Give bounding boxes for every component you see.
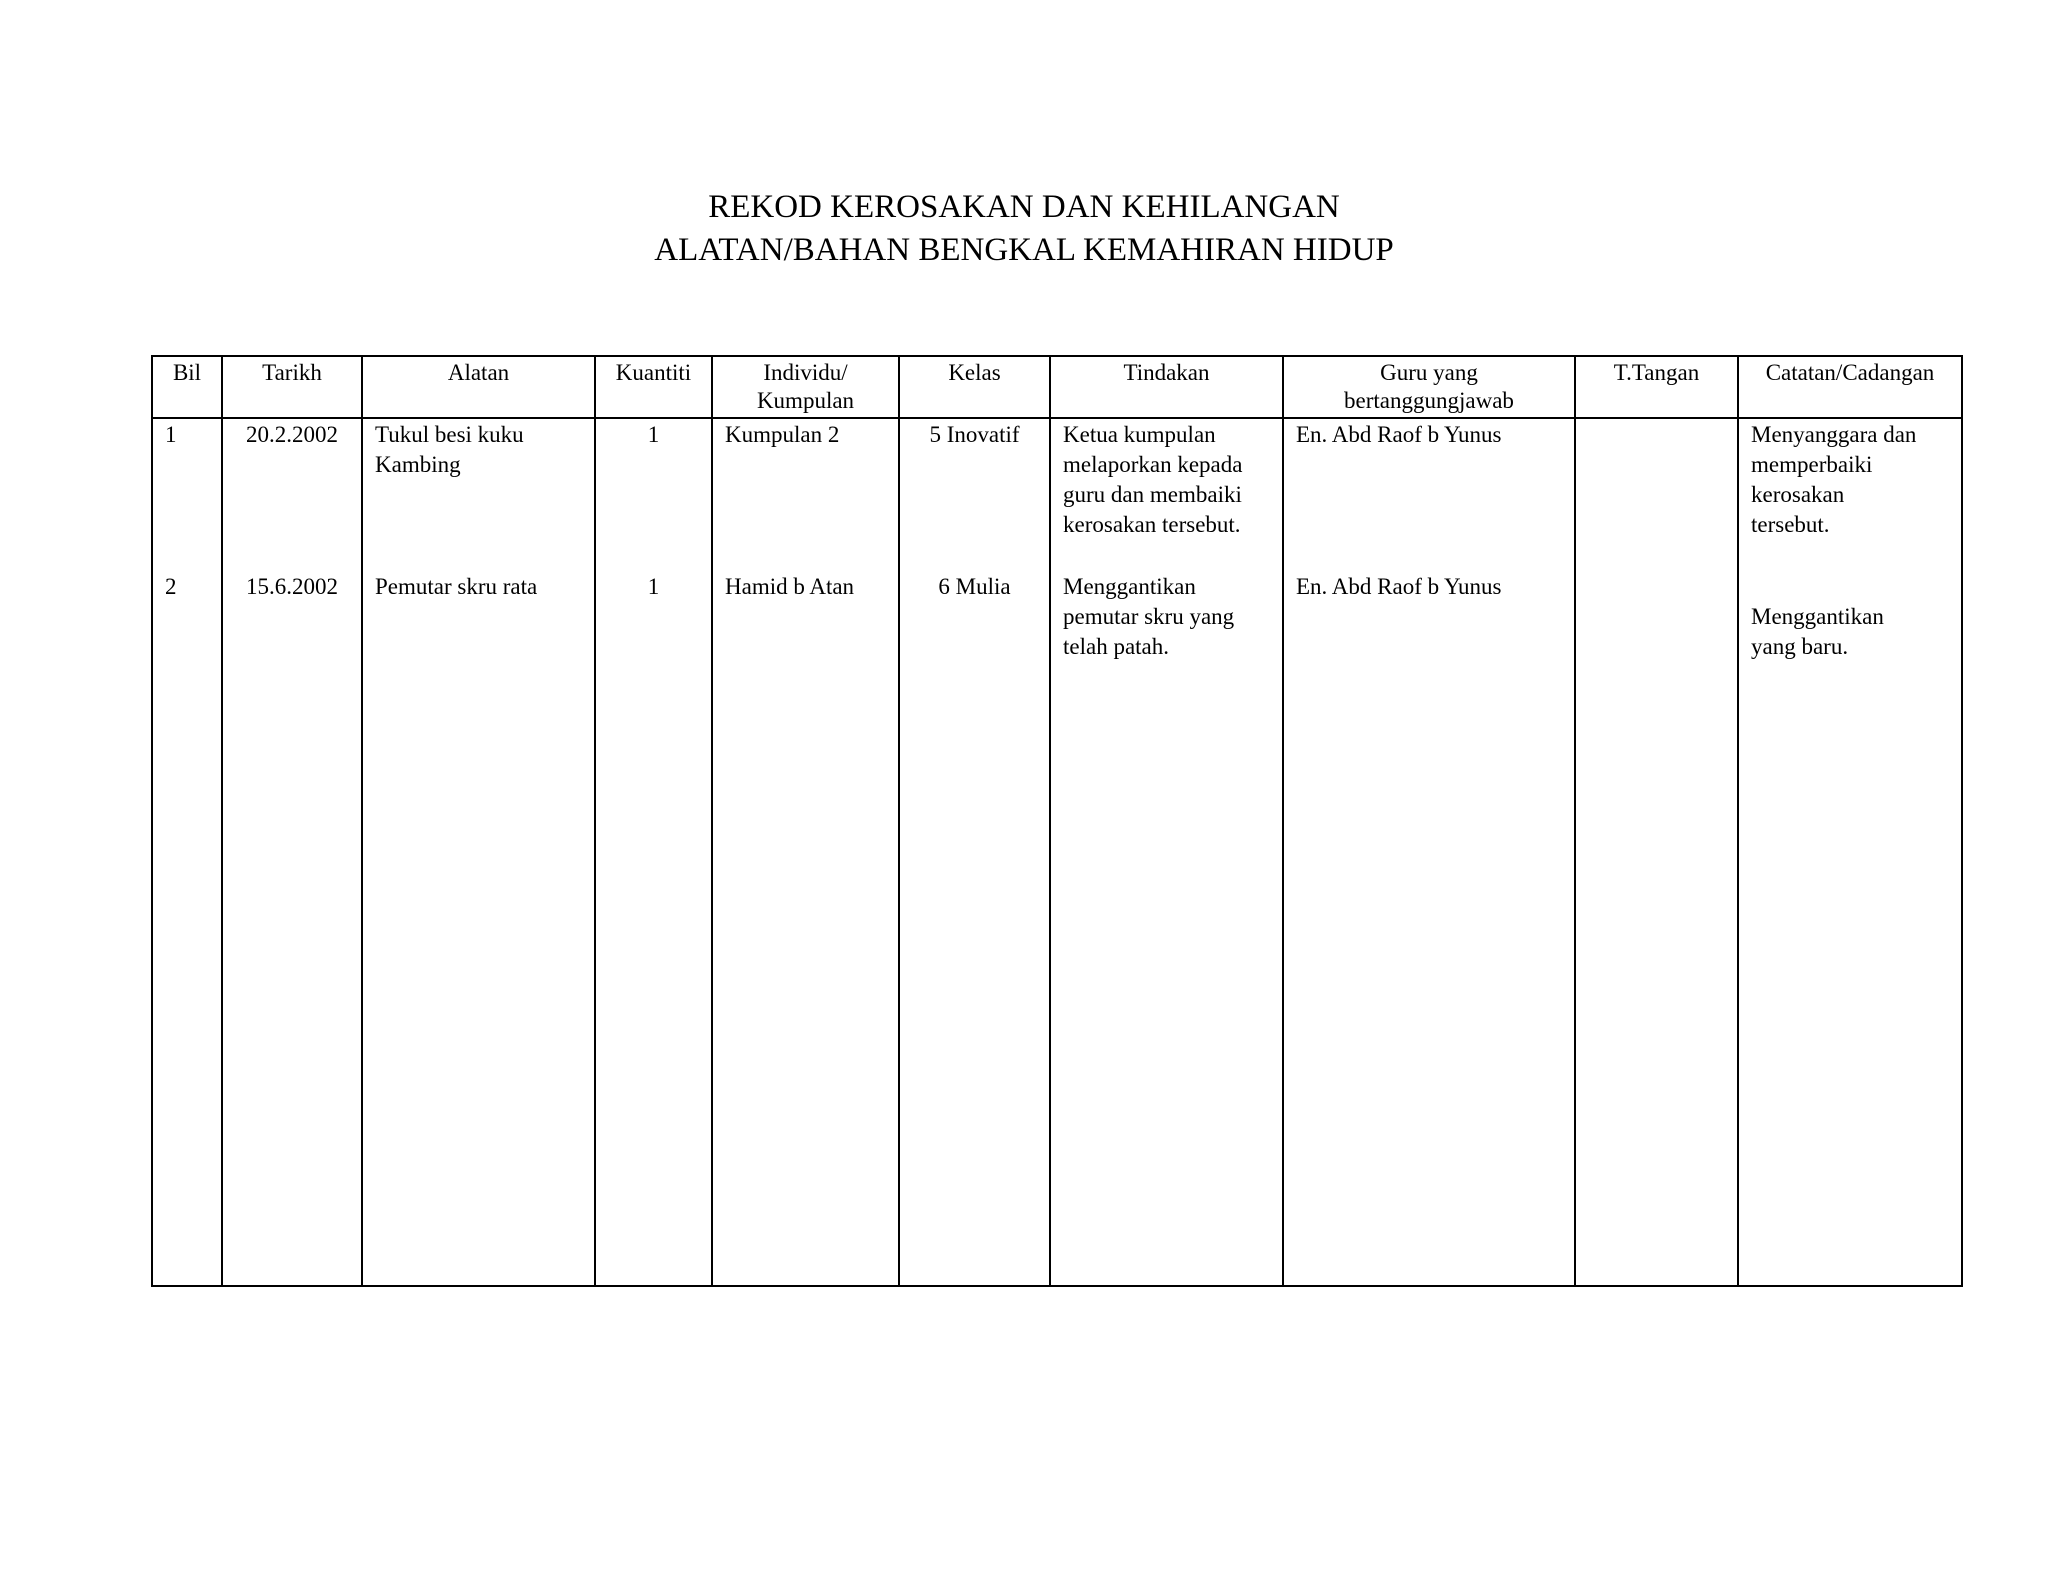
table-row: [152, 418, 1962, 571]
title-line-2: ALATAN/BAHAN BENGKAL KEMAHIRAN HIDUP: [654, 232, 1394, 268]
cell-bil: 1: [152, 418, 222, 571]
cell-alatan: [362, 571, 595, 1286]
cell-guru: En. Abd Raof b Yunus: [1283, 571, 1575, 1286]
cell-individu: Kumpulan 2: [712, 418, 899, 571]
cell-tindakan: [1050, 571, 1283, 1286]
cell-tindakan-line: pemutar skru yang: [1063, 603, 1235, 629]
cell-spacer: [1751, 572, 1949, 602]
header-tarikh: Tarikh: [222, 356, 362, 418]
header-alatan: Alatan: [362, 356, 595, 418]
cell-kelas: 6 Mulia: [899, 571, 1050, 1286]
header-individu-kumpulan: [712, 356, 899, 418]
cell-catatan-line: Menyanggara dan: [1751, 422, 1917, 447]
cell-kuantiti: 1: [595, 571, 712, 1286]
header-guru: [1283, 356, 1575, 418]
cell-alatan-line: Tukul besi kuku: [375, 422, 524, 447]
header-kuantiti: Kuantiti: [595, 356, 712, 418]
header-catatan: Catatan/Cadangan: [1738, 356, 1962, 418]
cell-ttangan: [1575, 571, 1738, 1286]
cell-catatan-line: memperbaiki: [1751, 452, 1873, 477]
header-guru-line1: Guru yang: [1380, 360, 1478, 385]
cell-catatan-line: kerosakan: [1751, 482, 1845, 507]
cell-tindakan-line: kerosakan tersebut.: [1063, 512, 1241, 537]
cell-alatan-line: Kambing: [375, 452, 461, 477]
header-individu-line1: Individu/: [763, 360, 848, 385]
cell-catatan: [1738, 571, 1962, 1286]
cell-ttangan: [1575, 418, 1738, 571]
table-row: [152, 571, 1962, 1286]
cell-tarikh: 15.6.2002: [222, 571, 362, 1286]
table-body: [152, 418, 1962, 1286]
cell-tindakan-line: Ketua kumpulan: [1063, 422, 1216, 447]
header-tindakan: Tindakan: [1050, 356, 1283, 418]
table-header: [152, 356, 1962, 418]
cell-alatan-line: Pemutar skru rata: [375, 573, 538, 599]
header-individu-line2: Kumpulan: [756, 388, 855, 413]
cell-catatan-line: yang baru.: [1751, 633, 1849, 659]
header-ttangan: T.Tangan: [1575, 356, 1738, 418]
document-title: [0, 186, 2048, 272]
cell-tarikh: 20.2.2002: [222, 418, 362, 571]
header-row: [152, 356, 1962, 418]
cell-kuantiti: 1: [595, 418, 712, 571]
cell-tindakan: [1050, 418, 1283, 571]
cell-catatan-line: Menggantikan: [1751, 603, 1884, 629]
cell-tindakan-line: telah patah.: [1063, 633, 1170, 659]
header-bil: Bil: [152, 356, 222, 418]
cell-tindakan-line: melaporkan kepada: [1063, 452, 1243, 477]
title-line-1: REKOD KEROSAKAN DAN KEHILANGAN: [708, 189, 1340, 225]
cell-guru: En. Abd Raof b Yunus: [1283, 418, 1575, 571]
header-guru-line2: bertanggungjawab: [1344, 388, 1514, 413]
cell-tindakan-line: Menggantikan: [1063, 573, 1196, 599]
cell-catatan: [1738, 418, 1962, 571]
cell-kelas: 5 Inovatif: [899, 418, 1050, 571]
cell-catatan-line: tersebut.: [1751, 512, 1830, 537]
damage-loss-record-table: [151, 355, 1963, 1287]
cell-bil: 2: [152, 571, 222, 1286]
cell-alatan: [362, 418, 595, 571]
cell-tindakan-line: guru dan membaiki: [1063, 482, 1242, 507]
cell-individu: Hamid b Atan: [712, 571, 899, 1286]
header-kelas: Kelas: [899, 356, 1050, 418]
